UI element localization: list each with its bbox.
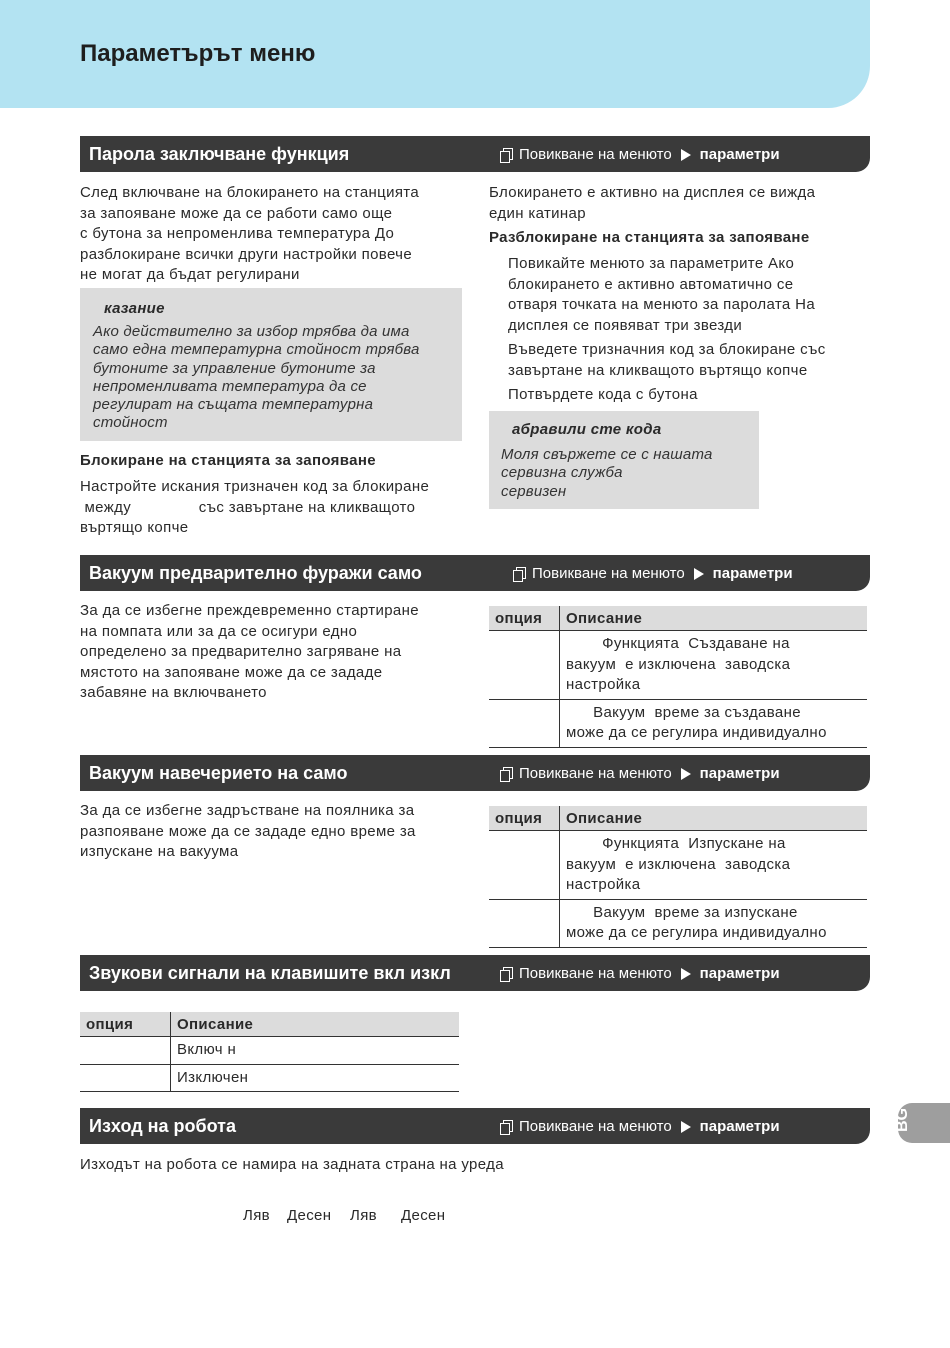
lock-status-text: Блокирането е активно на дисплея се вижда един катинар [489,184,816,222]
menu-path [513,565,793,582]
header-description: Описание [171,1012,460,1037]
menu-path [500,1118,780,1135]
menu-params-label: параметри [699,146,780,163]
forgot-code-body: Моля свържете се с нашата сервизна служба сервизен [501,446,713,500]
page-header [0,0,870,108]
section-bar-password [80,136,870,172]
table-header-row [80,1012,459,1037]
unlock-step-2: Въведете тризначния код за блокиране със завъртане на кликващото въртящо копче [508,341,826,379]
arrow-right-icon [681,1121,691,1133]
section-bar-evening [80,755,870,791]
robot-label-left: Ляв [243,1207,270,1224]
section-bar-sounds [80,955,870,991]
evening-text: За да се избегне задръстване на поялника за разпояване може да се зададе едно време за изпускане на вакуума [80,802,416,860]
description-cell: Функцията Изпускане на вакуум е изключена заводска настройка [560,831,868,900]
forgot-code-title: абравили сте кода [512,421,662,438]
table-header-row [489,606,867,631]
robot-text: Изходът на робота се намира на задната страна на уреда [80,1156,504,1173]
unlock-step-1: Повикайте менюто за параметрите Ако блокирането е активно автоматично се отваря точката на менюто за паролата На дисплея се появяват три звезди [508,255,816,334]
section-title: Парола заключване функция [89,144,350,164]
header-description: Описание [560,606,868,631]
menu-call-label: Повикване на менюто [519,1118,672,1135]
menu-icon [500,967,511,980]
evening-options-table [489,806,867,948]
option-cell [489,831,560,900]
table-row [489,899,867,947]
section-title: Изход на робота [89,1116,236,1136]
lock-text: Настройте искания тризначен код за блокиране между със завъртане на кликващото въртящо копче [80,478,430,536]
menu-params-label: параметри [699,965,780,982]
note-title: казание [104,300,165,317]
arrow-right-icon [681,149,691,161]
preheat-text: За да се избегне преждевременно стартиране на помпата или за да се осигури едно определено за предварително загряване на мястото на запояване може да се зададе забавяне на включването [80,602,419,701]
option-cell [489,631,560,700]
description-cell: Функцията Създаване на вакуум е изключена заводска настройка [560,631,868,700]
robot-label-right: Десен [401,1207,446,1224]
table-row [489,631,867,700]
menu-icon [500,767,511,780]
arrow-right-icon [681,768,691,780]
option-cell [489,899,560,947]
robot-label-right: Десен [287,1207,332,1224]
description-cell: Вакуум време за създаване може да се регулира индивидуално [560,699,868,747]
password-intro: След включване на блокирането на станцията за запояване може да се работи само още с бутона за непроменлива температура До разблокиране всички други настройки повече не могат да бъдат регулирани [80,184,420,283]
language-tab [894,1103,950,1143]
preheat-options-table [489,606,867,748]
option-cell [80,1037,171,1065]
menu-params-label: параметри [699,765,780,782]
section-title: Вакуум навечерието на само [89,763,348,783]
page-title: Параметърът меню [80,40,316,67]
description-cell: Изключен [171,1064,460,1092]
menu-params-label: параметри [699,1118,780,1135]
note-box [80,288,462,441]
menu-path [500,765,780,782]
menu-path [500,146,780,163]
note-body: Ако действително за избор трябва да има само една температурна стойност трябва бутоните за управление бутоните за непроменливата температура да се регулират на същата температурна стойност [93,323,420,432]
table-row [80,1037,459,1065]
menu-call-label: Повикване на менюто [519,965,672,982]
menu-call-label: Повикване на менюто [519,146,672,163]
table-row [489,699,867,747]
arrow-right-icon [694,568,704,580]
header-option: опция [489,606,560,631]
sounds-options-table [80,1012,459,1092]
menu-icon [513,567,524,580]
table-row [80,1064,459,1092]
menu-icon [500,148,511,161]
section-bar-robot [80,1108,870,1144]
menu-call-label: Повикване на менюто [532,565,685,582]
menu-params-label: параметри [712,565,793,582]
description-cell: Вакуум време за изпускане може да се регулира индивидуално [560,899,868,947]
arrow-right-icon [681,968,691,980]
language-tab-label: BG [894,1108,911,1132]
option-cell [80,1064,171,1092]
section-bar-preheat [80,555,870,591]
menu-icon [500,1120,511,1133]
header-description: Описание [560,806,868,831]
header-option: опция [489,806,560,831]
unlock-heading: Разблокиране на станцията за запояване [489,229,810,246]
section-title: Вакуум предварително фуражи само [89,563,422,583]
forgot-code-box [489,411,759,509]
robot-label-left: Ляв [350,1207,377,1224]
table-header-row [489,806,867,831]
unlock-step-3: Потвърдете кода с бутона [508,386,698,403]
menu-call-label: Повикване на менюто [519,765,672,782]
description-cell: Включ н [171,1037,460,1065]
option-cell [489,699,560,747]
menu-path [500,965,780,982]
header-option: опция [80,1012,171,1037]
section-title: Звукови сигнали на клавишите вкл изкл [89,963,451,983]
lock-heading: Блокиране на станцията за запояване [80,452,376,469]
table-row [489,831,867,900]
